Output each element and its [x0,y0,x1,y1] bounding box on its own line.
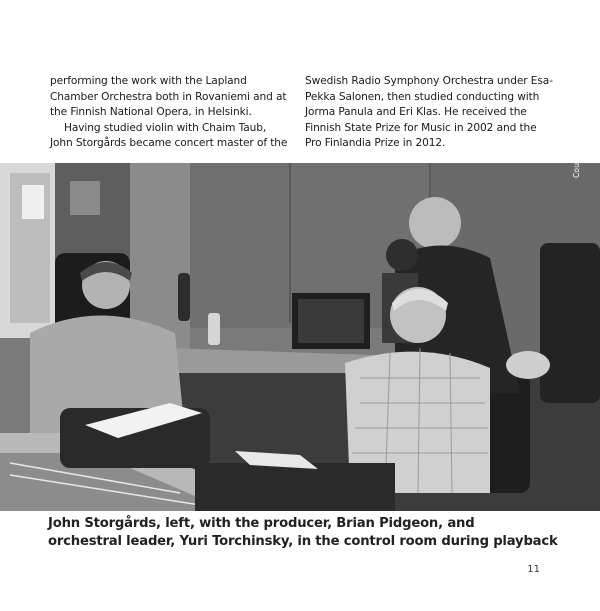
paragraph: Having studied violin with Chaim Taub, John Storgårds became concert master of the [50,121,288,150]
page-number: 11 [527,564,540,575]
text-column-left [50,74,288,152]
photo-caption [48,515,568,551]
paragraph: performing the work with the Lapland Chamber Orchestra both in Rovaniemi and at the Finnish National Opera, in Helsinki. [50,75,287,119]
text-column-right [305,74,555,152]
caption-line: orchestral leader, Yuri Torchinsky, in the control room during playback [48,534,558,549]
control-room-photo [0,163,600,511]
photo-credit: Courtesy of Brian Pidgeon [572,75,581,178]
paragraph: Swedish Radio Symphony Orchestra under Esa-Pekka Salonen, then studied conducting with Jorma Panula and Eri Klas. He received the Finnish State Prize for Music in 2002 and the Pro Finlandia Prize in 2012. [305,75,553,150]
caption-line: John Storgårds, left, with the producer, Brian Pidgeon, and [48,516,475,531]
